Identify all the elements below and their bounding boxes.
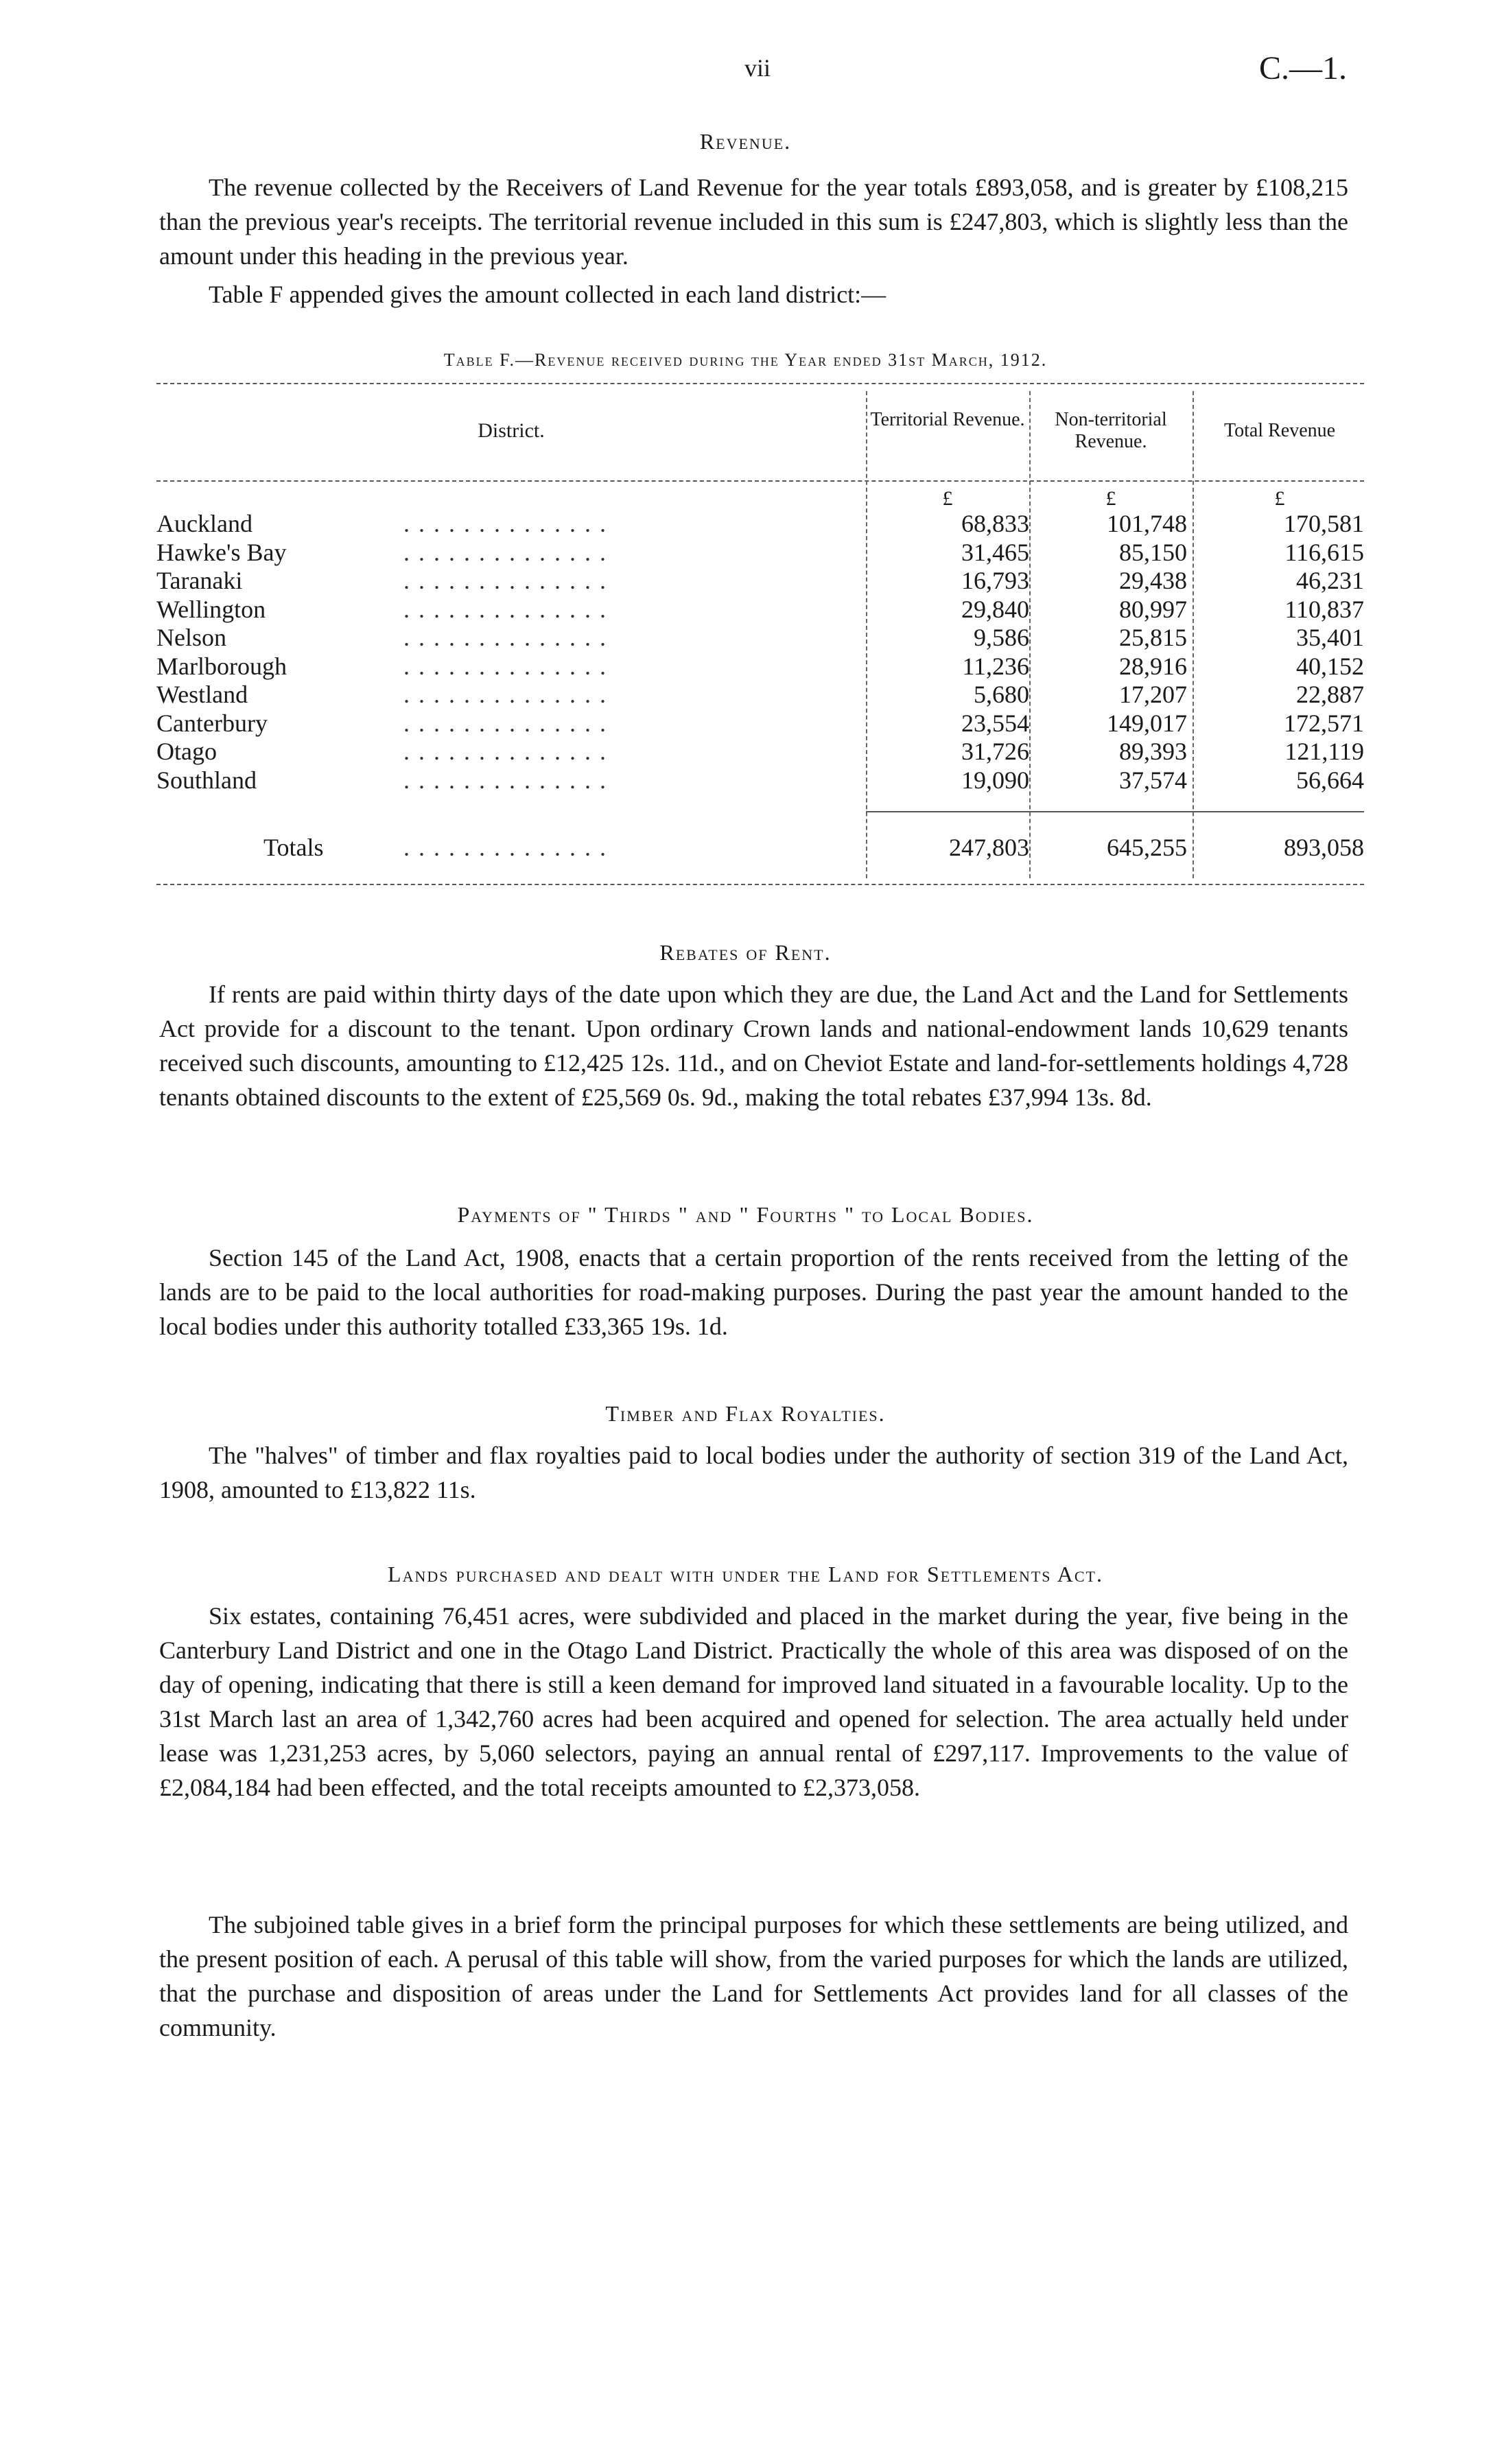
territorial-value: 247,803	[949, 834, 1029, 861]
non-territorial-value: 25,815	[1119, 624, 1187, 651]
revenue-heading: Revenue.	[699, 129, 792, 154]
header-territorial: Territorial Revenue.	[870, 409, 1025, 430]
total-value: 35,401	[1296, 624, 1364, 651]
total-value: 46,231	[1296, 567, 1364, 594]
district-name: Wellington	[156, 595, 266, 623]
totals-label: Totals	[263, 834, 324, 861]
revenue-paragraph: The revenue collected by the Receivers of Land Revenue for the year totals £893,058, and is greater by £108,215 than the previous year's receipts. The territorial revenue included in this sum is £247,803, which is slightly less than the amount under this heading in the previous year.	[159, 174, 1348, 270]
territorial-value: 16,793	[961, 567, 1029, 594]
timber-heading: Timber and Flax Royalties.	[605, 1401, 886, 1426]
page-number: vii	[744, 54, 771, 82]
territorial-value: 29,840	[961, 595, 1029, 623]
rebates-heading: Rebates of Rent.	[659, 940, 832, 965]
district-name: Otago	[156, 738, 217, 765]
territorial-value: 68,833	[961, 510, 1029, 537]
territorial-value: 23,554	[961, 709, 1029, 737]
non-territorial-value: 89,393	[1119, 738, 1187, 765]
table-row: Canterbury . . . . . . . . . . . . . . 23,554 149,017 172,571	[156, 709, 1364, 737]
header-district: District.	[478, 419, 545, 442]
unit-label: £	[942, 487, 953, 510]
total-value: 56,664	[1296, 766, 1364, 794]
total-value: 893,058	[1284, 834, 1364, 861]
unit-label: £	[1105, 487, 1116, 510]
non-territorial-value: 80,997	[1119, 595, 1187, 623]
table-row: Wellington . . . . . . . . . . . . . . 29,840 80,997 110,837	[156, 595, 1364, 623]
table-row: Nelson . . . . . . . . . . . . . . 9,586 25,815 35,401	[156, 624, 1364, 651]
non-territorial-value: 85,150	[1119, 538, 1187, 566]
table-row: Taranaki . . . . . . . . . . . . . . 16,793 29,438 46,231	[156, 567, 1364, 594]
total-value: 110,837	[1284, 595, 1364, 623]
table-intro-paragraph: Table F appended gives the amount collected in each land district:—	[209, 281, 887, 308]
unit-label: £	[1274, 487, 1285, 510]
table-bottom-rule	[156, 884, 1364, 885]
table-row: Otago . . . . . . . . . . . . . . 31,726 89,393 121,119	[156, 738, 1364, 765]
lands-heading: Lands purchased and dealt with under the Land for Settlements Act.	[388, 1562, 1103, 1586]
rebates-paragraph: If rents are paid within thirty days of the date upon which they are due, the Land Act and the Land for Settlements Act provide for a discount to the tenant. Upon ordinary Crown lands and national-endowment lands 10,629 tenants received such discounts, amounting to £12,425 12s. 11d., and on Cheviot Estate and land-for-settlements holdings 4,728 tenants obtained discounts to the extent of £25,569 0s. 9d., making the total rebates £37,994 13s. 8d.	[159, 981, 1348, 1111]
territorial-value: 11,236	[962, 652, 1029, 680]
table-row: Southland . . . . . . . . . . . . . . 19,090 37,574 56,664	[156, 766, 1364, 794]
total-value: 121,119	[1284, 738, 1364, 765]
lands-paragraph: Six estates, containing 76,451 acres, were subdivided and placed in the market during the year, five being in the Canterbury Land District and one in the Otago Land District. Practically the whole of this area was disposed of on the day of opening, indicating that there is still a keen demand for improved land situated in a favourable locality. Up to the 31st March last an area of 1,342,760 acres had been acquired and opened for selection. The area actually held under lease was 1,231,253 acres, by 5,060 selectors, paying an annual rental of £297,117. Improvements to the value of £2,084,184 had been effected, and the total receipts amounted to £2,373,058.	[159, 1602, 1348, 1801]
table-row: Marlborough . . . . . . . . . . . . . . 11,236 28,916 40,152	[156, 652, 1364, 680]
table-row: Hawke's Bay . . . . . . . . . . . . . . 31,465 85,150 116,615	[156, 538, 1364, 566]
territorial-value: 9,586	[974, 624, 1029, 651]
total-value: 116,615	[1284, 538, 1364, 566]
header-non-territorial: Non-territorial Revenue.	[1055, 409, 1167, 452]
total-value: 172,571	[1284, 709, 1364, 737]
non-territorial-value: 29,438	[1119, 567, 1187, 594]
document-reference: C.—1.	[1258, 50, 1347, 86]
district-name: Southland	[156, 766, 257, 794]
territorial-value: 31,465	[961, 538, 1029, 566]
lands-table-intro-paragraph: The subjoined table gives in a brief form the principal purposes for which these settlements are being utilized, and the present position of each. A perusal of this table will show, from the varied purposes for which the lands are utilized, that the purchase and disposition of areas under the Land for Settlements Act provides land for all classes of the community.	[159, 1911, 1348, 2041]
non-territorial-value: 149,017	[1107, 709, 1187, 737]
district-name: Taranaki	[156, 567, 243, 594]
district-name: Westland	[156, 681, 248, 708]
timber-paragraph: The "halves" of timber and flax royalties paid to local bodies under the authority of section 319 of the Land Act, 1908, amounted to £13,822 11s.	[159, 1442, 1348, 1503]
thirds-paragraph: Section 145 of the Land Act, 1908, enacts that a certain proportion of the rents received from the letting of the lands are to be paid to the local authorities for road-making purposes. During the past year the amount handed to the local bodies under this authority totalled £33,365 19s. 1d.	[159, 1244, 1348, 1340]
table-row: Auckland . . . . . . . . . . . . . . 68,833 101,748 170,581	[156, 510, 1364, 537]
district-name: Nelson	[156, 624, 226, 651]
table-caption: Table F.—Revenue received during the Year ended 31st March, 1912.	[443, 350, 1048, 370]
district-name: Canterbury	[156, 709, 268, 737]
non-territorial-value: 101,748	[1107, 510, 1187, 537]
non-territorial-value: 645,255	[1107, 834, 1187, 861]
non-territorial-value: 28,916	[1119, 652, 1187, 680]
territorial-value: 31,726	[961, 738, 1029, 765]
district-name: Auckland	[156, 510, 253, 537]
total-value: 170,581	[1284, 510, 1364, 537]
header-total: Total Revenue	[1223, 420, 1336, 441]
non-territorial-value: 37,574	[1119, 766, 1187, 794]
table-totals-rule	[866, 811, 1364, 812]
thirds-heading: Payments of " Thirds " and " Fourths " to Local Bodies.	[457, 1202, 1034, 1227]
territorial-value: 5,680	[974, 681, 1029, 708]
total-value: 40,152	[1296, 652, 1364, 680]
district-name: Hawke's Bay	[156, 538, 287, 566]
table-top-rule	[156, 383, 1364, 384]
totals-row: Totals . . . . . . . . . . . . . . 247,803 645,255 893,058	[263, 834, 1364, 861]
total-value: 22,887	[1296, 681, 1364, 708]
table-header-rule	[156, 480, 1364, 482]
territorial-value: 19,090	[961, 766, 1029, 794]
non-territorial-value: 17,207	[1119, 681, 1187, 708]
district-name: Marlborough	[156, 652, 287, 680]
table-row: Westland . . . . . . . . . . . . . . 5,680 17,207 22,887	[156, 681, 1364, 708]
